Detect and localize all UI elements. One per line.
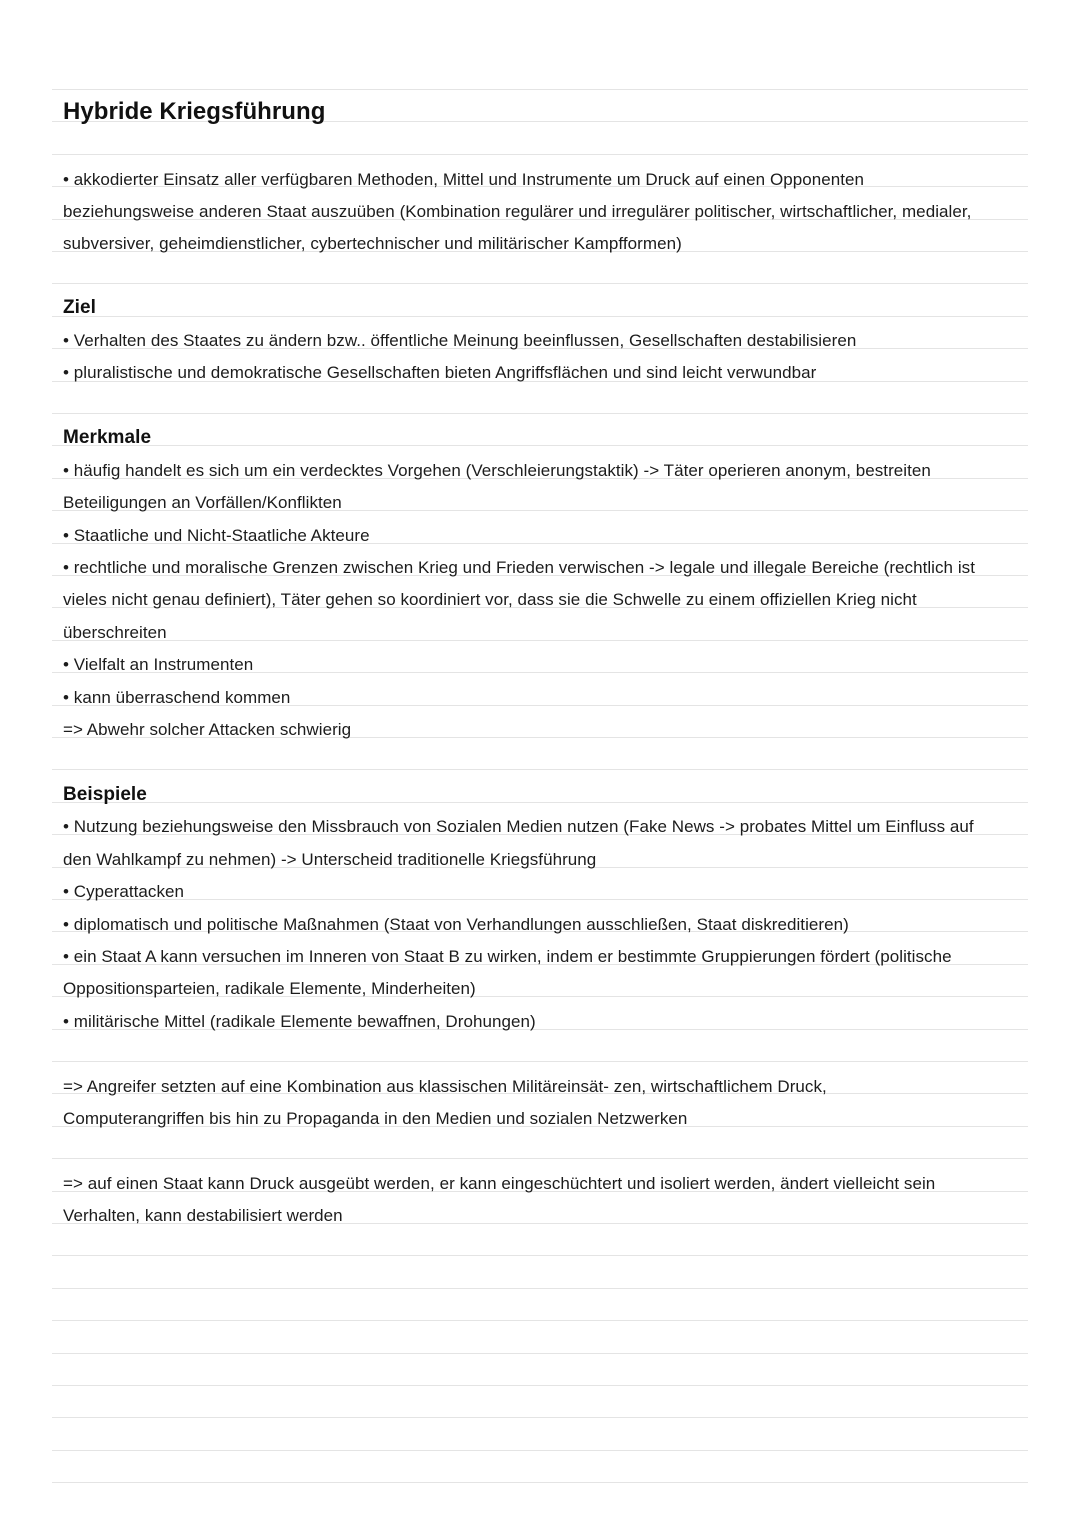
intro-line-2: beziehungsweise anderen Staat auszuüben (Kombination regulärer und irregulärer politischer, wirtschaftlicher, medialer,	[63, 202, 972, 221]
merkmale-line-3: • Staatliche und Nicht-Staatliche Akteure	[63, 526, 370, 545]
ruled-line	[52, 413, 1028, 414]
merkmale-line-1: • häufig handelt es sich um ein verdecktes Vorgehen (Verschleierungstaktik) -> Täter operieren anonym, bestreiten	[63, 461, 931, 480]
ruled-line	[52, 1158, 1028, 1159]
ruled-line	[52, 1061, 1028, 1062]
section-heading-merkmale: Merkmale	[63, 427, 152, 448]
section-heading-beispiele: Beispiele	[63, 784, 147, 805]
merkmale-line-7: • Vielfalt an Instrumenten	[63, 655, 254, 674]
ruled-line	[52, 1288, 1028, 1289]
merkmale-line-4: • rechtliche und moralische Grenzen zwischen Krieg und Frieden verwischen -> legale und illegale Bereiche (rechtlich ist	[63, 558, 975, 577]
ruled-line	[52, 154, 1028, 155]
beispiele-line-3: • Cyperattacken	[63, 882, 185, 901]
merkmale-line-5: vieles nicht genau definiert), Täter gehen so koordiniert vor, dass sie die Schwelle zu einem offiziellen Krieg nicht	[63, 590, 917, 609]
conclusion-1-line-1: => Angreifer setzten auf eine Kombination aus klassischen Militäreinsät- zen, wirtschaftlichem Druck,	[63, 1077, 827, 1096]
merkmale-line-2: Beteiligungen an Vorfällen/Konflikten	[63, 493, 342, 512]
ruled-line	[52, 1385, 1028, 1386]
page-title: Hybride Kriegsführung	[63, 98, 326, 125]
merkmale-line-6: überschreiten	[63, 623, 167, 642]
conclusion-2-line-1: => auf einen Staat kann Druck ausgeübt werden, er kann eingeschüchtert und isoliert werden, ändert vielleicht sein	[63, 1174, 936, 1193]
ruled-line	[52, 1255, 1028, 1256]
ruled-line	[52, 1417, 1028, 1418]
ruled-line	[52, 769, 1028, 770]
beispiele-line-4: • diplomatisch und politische Maßnahmen (Staat von Verhandlungen ausschließen, Staat diskreditieren)	[63, 915, 849, 934]
ruled-line	[52, 1450, 1028, 1451]
conclusion-2-line-2: Verhalten, kann destabilisiert werden	[63, 1206, 343, 1225]
merkmale-line-8: • kann überraschend kommen	[63, 688, 291, 707]
ruled-line	[52, 1320, 1028, 1321]
ziel-line-2: • pluralistische und demokratische Gesellschaften bieten Angriffsflächen und sind leicht verwundbar	[63, 363, 817, 382]
merkmale-line-9: => Abwehr solcher Attacken schwierig	[63, 720, 352, 739]
section-heading-ziel: Ziel	[63, 297, 96, 318]
ruled-line	[52, 1482, 1028, 1483]
beispiele-line-5: • ein Staat A kann versuchen im Inneren von Staat B zu wirken, indem er bestimmte Gruppierungen fördert (politische	[63, 947, 952, 966]
beispiele-line-1: • Nutzung beziehungsweise den Missbrauch von Sozialen Medien nutzen (Fake News -> probates Mittel um Einfluss auf	[63, 817, 974, 836]
intro-line-1: • akkodierter Einsatz aller verfügbaren Methoden, Mittel und Instrumente um Druck auf einen Opponenten	[63, 170, 865, 189]
beispiele-line-6: Oppositionsparteien, radikale Elemente, Minderheiten)	[63, 979, 476, 998]
conclusion-1-line-2: Computerangriffen bis hin zu Propaganda in den Medien und sozialen Netzwerken	[63, 1109, 688, 1128]
ruled-line	[52, 1353, 1028, 1354]
ziel-line-1: • Verhalten des Staates zu ändern bzw.. öffentliche Meinung beeinflussen, Gesellschaften destabilisieren	[63, 331, 857, 350]
beispiele-line-7: • militärische Mittel (radikale Elemente bewaffnen, Drohungen)	[63, 1012, 536, 1031]
intro-line-3: subversiver, geheimdienstlicher, cybertechnischer und militärischer Kampfformen)	[63, 234, 682, 253]
ruled-line	[52, 283, 1028, 284]
beispiele-line-2: den Wahlkampf zu nehmen) -> Unterscheid traditionelle Kriegsführung	[63, 850, 597, 869]
